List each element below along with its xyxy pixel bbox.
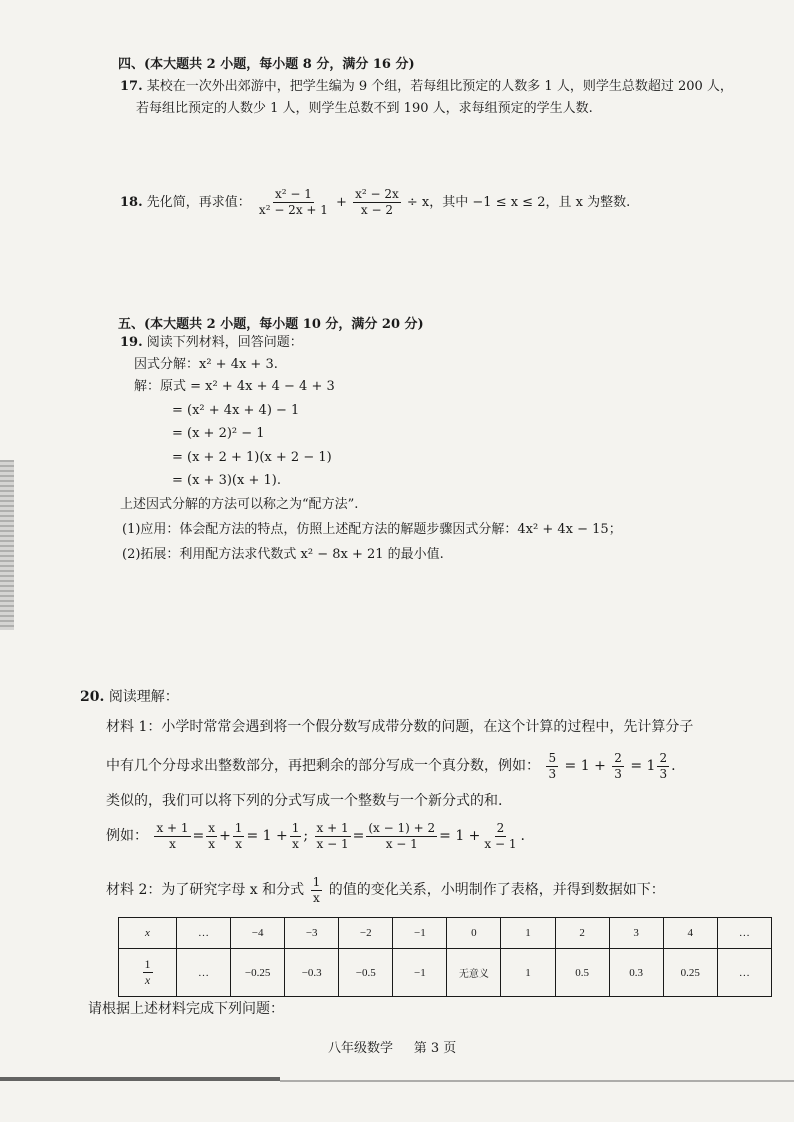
mixed-fraction-2-3: $\frac{2}{3}$: [659, 750, 668, 781]
q19-solution-2: = (x² + 4x + 4) − 1: [172, 403, 300, 418]
footer-page: 第 3 页: [413, 1041, 457, 1056]
table-cell: …: [717, 949, 771, 997]
q20-material1-line3: 类似的，我们可以将下列的分式写成一个整数与一个新分式的和.: [106, 793, 503, 809]
fraction-1-x: $\frac{1}{x}$: [312, 874, 321, 905]
fraction-5-3: $\frac{5}{3}$: [548, 750, 557, 781]
section5-header: 五、(本大题共 2 小题，每小题 10 分，满分 20 分): [118, 317, 424, 332]
q20-example: 例如： $\frac{x + 1}{x}$ = $\frac{x}{x}$ + $\frac{1}{x}$ = 1 + $\frac{1}{x}$ ; $\frac{x + 1}{x - 1}$ = $\frac{(x - 1) + 2}{x - 1}$ = 1 + $\frac{2}{x - 1}$ .: [106, 820, 525, 851]
table-cell: 0.25: [663, 949, 717, 997]
q17-number: 17.: [120, 79, 143, 94]
table-cell: −1: [393, 949, 447, 997]
table-cell: −2: [339, 918, 393, 949]
q17-text-1: 某校在一次外出郊游中，把学生编为 9 个组，若每组比预定的人数多 1 人，则学生总数超过 200 人，: [146, 79, 733, 94]
table-row-x: [119, 918, 772, 949]
table-cell: 1: [501, 918, 555, 949]
q19-part1: (1)应用：体会配方法的特点，仿照上述配方法的解题步骤因式分解：4x² + 4x − 15；: [122, 522, 622, 537]
table-cell: 无意义: [447, 949, 501, 997]
table-cell: …: [717, 918, 771, 949]
table-cell: 1: [501, 949, 555, 997]
table-cell: 0: [447, 918, 501, 949]
scan-bottom-artifact: [0, 1077, 280, 1081]
table-cell: −0.3: [285, 949, 339, 997]
q19-intro: 阅读下列材料，回答问题：: [146, 335, 303, 350]
q19-solution-4: = (x + 2 + 1)(x + 2 − 1): [172, 450, 332, 465]
table-cell: 0.5: [555, 949, 609, 997]
q20-number: 20.: [80, 689, 105, 705]
scan-edge-artifact: [0, 460, 14, 630]
fraction-2-3: $\frac{2}{3}$: [614, 750, 622, 781]
section4-header: 四、(本大题共 2 小题，每小题 8 分，满分 16 分): [118, 57, 415, 72]
table-cell: −1: [393, 918, 447, 949]
q19-solution-3: = (x + 2)² − 1: [172, 426, 265, 441]
table-cell: −4: [231, 918, 285, 949]
table-cell: −3: [285, 918, 339, 949]
q19-part2: (2)拓展：利用配方法求代数式 x² − 8x + 21 的最小值.: [122, 547, 444, 562]
q19-note: 上述因式分解的方法可以称之为“配方法”.: [120, 497, 359, 512]
table-header-inverse: $\frac{1}{x}$: [119, 949, 177, 997]
q20-material2: 材料 2：为了研究字母 x 和分式 $\frac{1}{x}$ 的值的变化关系，小明制作了表格，并得到数据如下：: [106, 874, 665, 905]
table-cell: −0.5: [339, 949, 393, 997]
q20-material1-line1: 材料 1：小学时常常会遇到将一个假分数写成带分数的问题，在这个计算的过程中，先计算分子: [106, 719, 694, 735]
table-row-inverse: [119, 949, 772, 997]
q19-task: 因式分解：x² + 4x + 3.: [134, 357, 278, 372]
q19-solution-5: = (x + 3)(x + 1).: [172, 473, 281, 488]
table-cell: −0.25: [231, 949, 285, 997]
data-table: [118, 917, 772, 997]
q19-solution-1: 解：原式 = x² + 4x + 4 − 4 + 3: [134, 379, 335, 394]
q18: 18. 先化简，再求值： $\frac{\text{x² − 1}}{\text{x² − 2x + 1}}$ + $\frac{\text{x² − 2x}}{x - 2}$ ÷ x，其中 −1 ≤ x ≤ 2，且 x 为整数.: [120, 187, 631, 217]
footer: [328, 1040, 456, 1058]
scan-bottom-artifact-2: [280, 1080, 794, 1082]
q18-fraction-1: $\frac{\text{x² − 1}}{\text{x² − 2x + 1}}$: [258, 187, 328, 217]
q20-title: 阅读理解：: [108, 689, 179, 705]
table-header-x: x: [119, 918, 177, 949]
table-cell: 4: [663, 918, 717, 949]
q17-line1: [120, 78, 733, 96]
q17-text-2: 若每组比预定的人数少 1 人，则学生总数不到 190 人，求每组预定的学生人数.: [136, 101, 593, 116]
q18-number: 18.: [120, 195, 143, 210]
q19-number: 19.: [120, 335, 143, 350]
footer-subject: 八年级数学: [328, 1041, 394, 1056]
table-cell: 0.3: [609, 949, 663, 997]
table-cell: 2: [555, 918, 609, 949]
q20-heading: [80, 688, 179, 706]
q20-closing: 请根据上述材料完成下列问题：: [88, 1001, 284, 1017]
q18-suffix: ÷ x，其中 −1 ≤ x ≤ 2，且 x 为整数.: [406, 195, 631, 210]
q18-prefix: 先化简，再求值：: [146, 195, 251, 210]
table-cell: …: [177, 918, 231, 949]
q20-material1-line2: 中有几个分母求出整数部分，再把剩余的部分写成一个真分数，例如： $\frac{5}{3}$ = 1 + $\frac{2}{3}$ = 1 $\frac{2}{3}$ .: [106, 750, 676, 781]
q18-fraction-2: $\frac{\text{x² − 2x}}{x - 2}$: [355, 187, 399, 217]
q19-intro-line: [120, 334, 303, 352]
table-cell: 3: [609, 918, 663, 949]
table-cell: …: [177, 949, 231, 997]
